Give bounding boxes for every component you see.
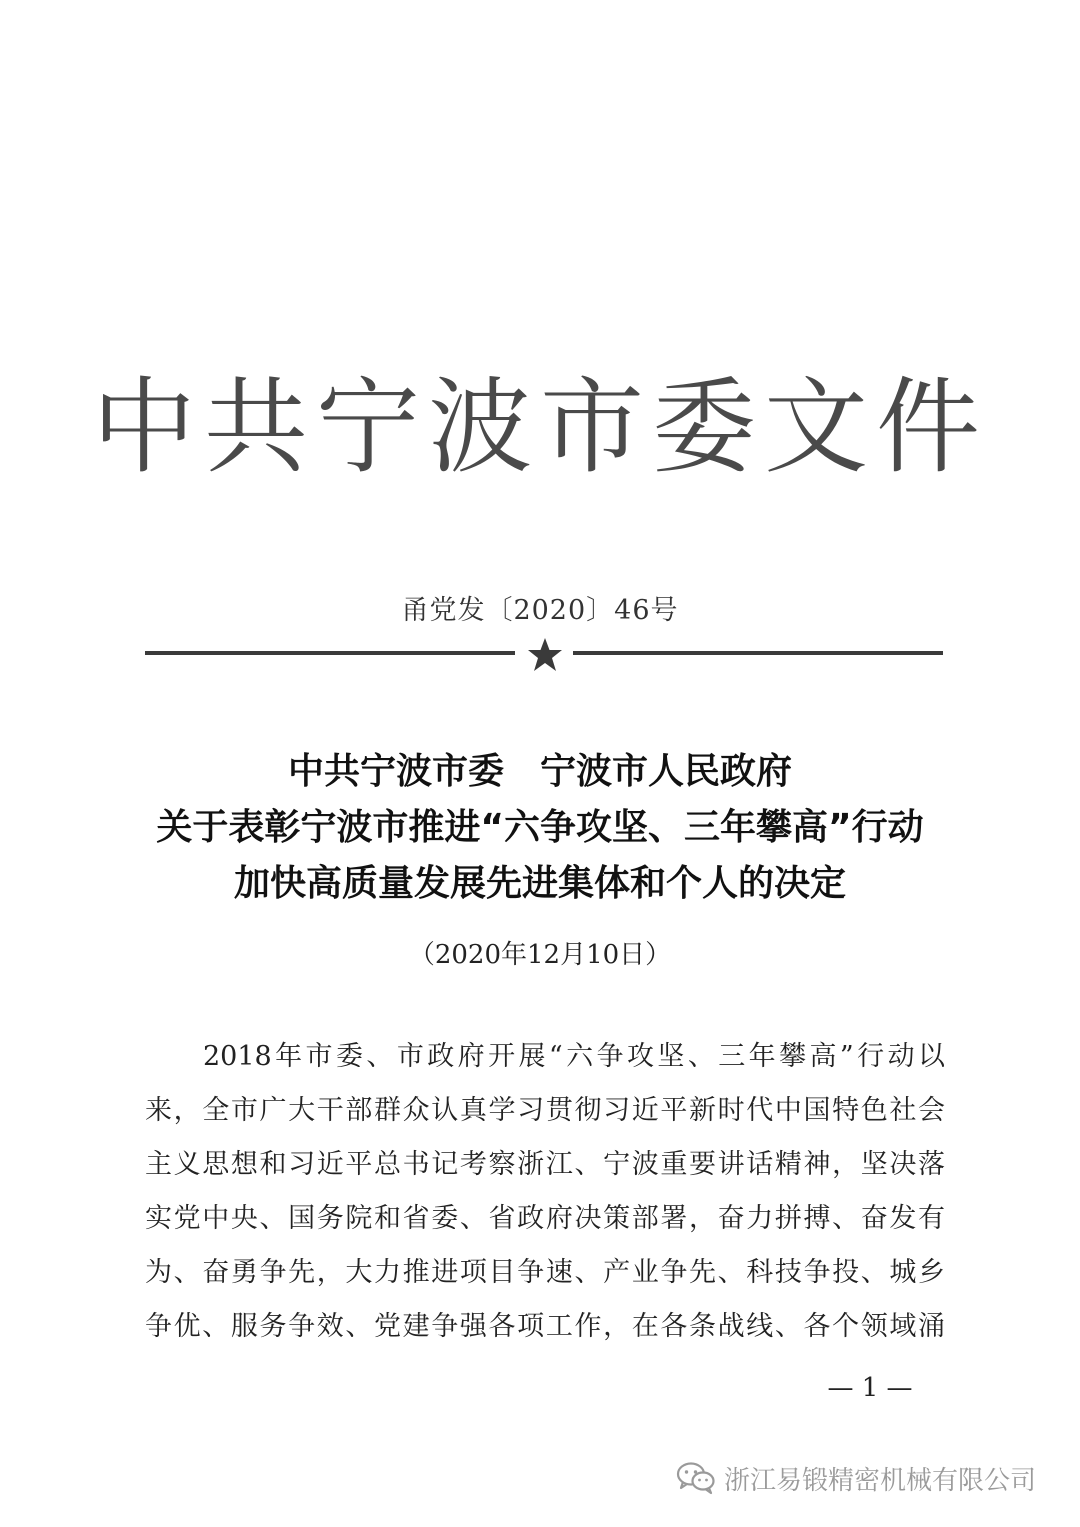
star-icon [527, 637, 563, 673]
body-line: 实党中央、国务院和省委、省政府决策部署，奋力拼搏、奋发有 [145, 1203, 945, 1234]
body-line: 来，全市广大干部群众认真学习贯彻习近平新时代中国特色社会 [145, 1095, 945, 1126]
title-line-3: 加快高质量发展先进集体和个人的决定 [233, 863, 846, 904]
title-line-1: 中共宁波市委 宁波市人民政府 [287, 751, 792, 792]
wechat-watermark [676, 1456, 1036, 1500]
title-line-2: 关于表彰宁波市推进“六争攻坚、三年攀高”行动 [156, 807, 924, 848]
document-header-title: 中共宁波市委文件 [91, 366, 988, 488]
document-date: （2020年12月10日） [408, 940, 672, 970]
divider-line-left [145, 651, 515, 655]
body-line: 为、奋勇争先，大力推进项目争速、产业争先、科技争投、城乡 [145, 1257, 945, 1288]
wechat-icon [676, 1461, 716, 1495]
header-divider [145, 637, 943, 673]
body-paragraph [145, 1030, 945, 1354]
document-number: 甬党发〔2020〕46号 [401, 595, 679, 626]
decision-title [0, 744, 1080, 912]
page-number: — 1 — [827, 1373, 913, 1403]
watermark-text: 浙江易锻精密机械有限公司 [724, 1465, 1037, 1496]
body-line: 主义思想和习近平总书记考察浙江、宁波重要讲话精神，坚决落 [145, 1149, 945, 1180]
body-line: 2018年市委、市政府开展“六争攻坚、三年攀高”行动以 [203, 1041, 945, 1072]
body-line: 争优、服务争效、党建争强各项工作，在各条战线、各个领域涌 [145, 1311, 945, 1342]
divider-line-right [573, 651, 943, 655]
